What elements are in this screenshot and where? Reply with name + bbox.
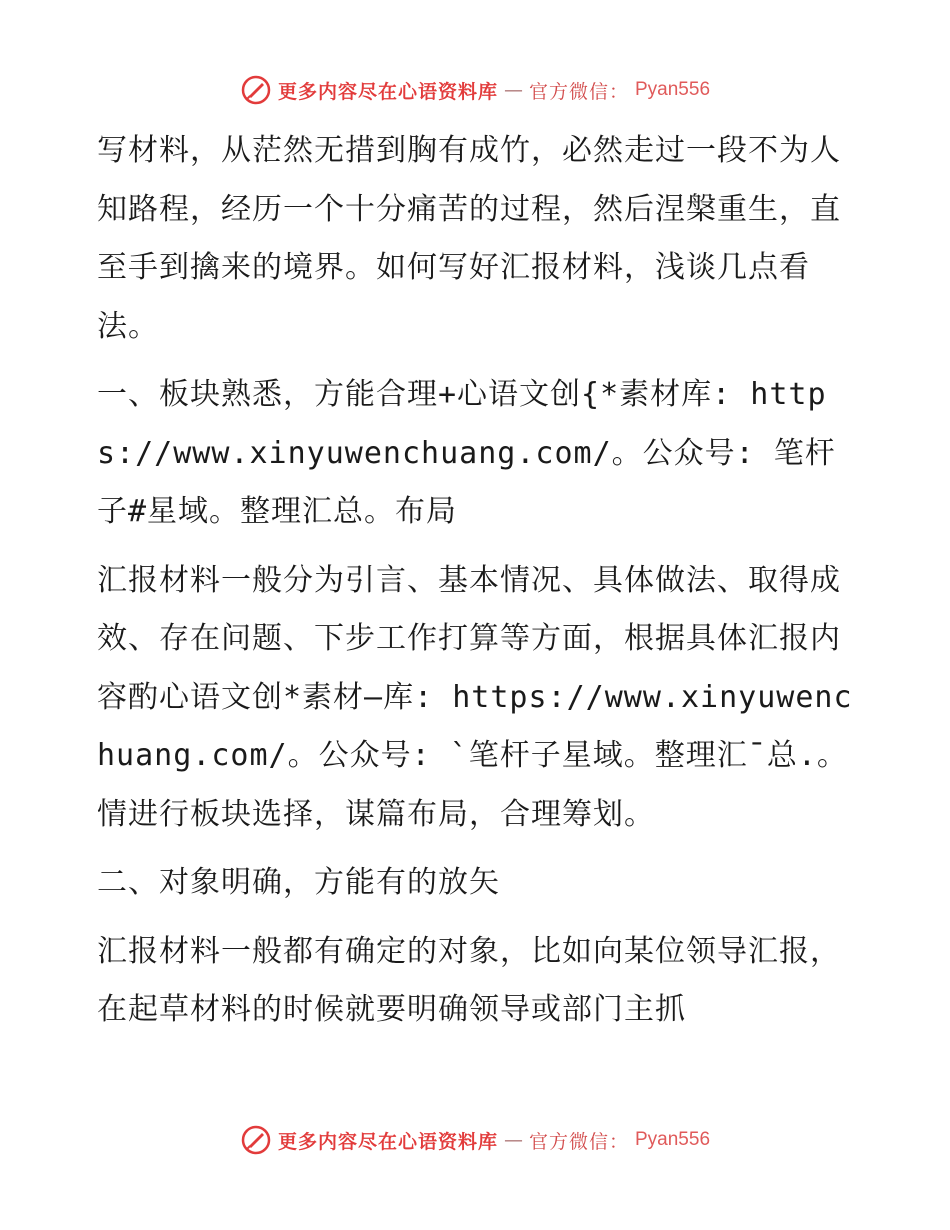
banner-wechat-id: Pyan556 [635, 79, 711, 100]
banner-text: 更多内容尽在心语资料库 [277, 80, 498, 103]
banner-separator: — [503, 1129, 523, 1151]
feather-pen-logo-icon [240, 1124, 272, 1156]
header-watermark-banner [0, 70, 950, 110]
banner-text: 更多内容尽在心语资料库 [277, 1130, 498, 1153]
section-heading-1: 一、板块熟悉，方能合理+心语文创{*素材库: https://www.xinyuwenchuang.com/。公众号: 笔杆子#星域。整理汇总。布局 [97, 377, 836, 529]
paragraph-intro: 写材料，从茫然无措到胸有成竹，必然走过一段不为人知路程，经历一个十分痛苦的过程，然后涅槃重生，直至手到擒来的境界。如何写好汇报材料，浅谈几点看法。 [97, 133, 841, 344]
banner-contact-label: 官方微信： [528, 80, 629, 103]
paragraph-body-2: 汇报材料一般都有确定的对象，比如向某位领导汇报，在起草材料的时候就要明确领导或部门主抓 [97, 933, 841, 1027]
banner-separator: — [503, 79, 523, 101]
document-body [97, 122, 857, 1040]
feather-pen-logo-icon [240, 74, 272, 106]
footer-watermark-banner [0, 1120, 950, 1160]
paragraph-body-1: 汇报材料一般分为引言、基本情况、具体做法、取得成效、存在问题、下步工作打算等方面，根据具体汇报内容酌心语文创*素材—库: https://www.xinyuwenchuang.com/。公众号: `笔杆子星域。整理汇¯总.。情进行板块选择，谋篇布局，合理筹划。 [97, 562, 853, 832]
section-heading-2: 二、对象明确，方能有的放矢 [97, 865, 500, 900]
banner-wechat-id: Pyan556 [635, 1129, 711, 1150]
banner-contact-label: 官方微信： [528, 1130, 629, 1153]
